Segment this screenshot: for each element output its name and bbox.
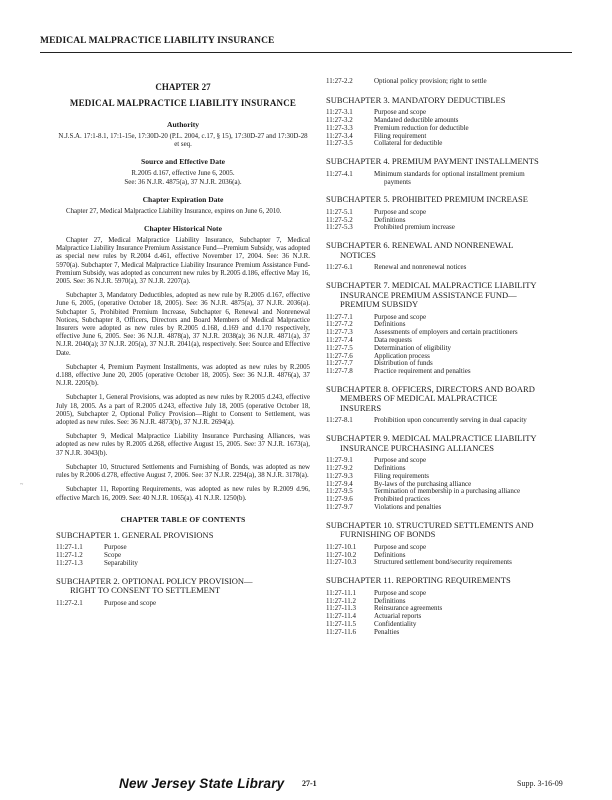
toc-entry	[326, 613, 578, 621]
toc-entry-title-line: Prohibited practices	[374, 495, 430, 504]
toc-entry	[56, 560, 310, 568]
toc-entry	[56, 600, 310, 608]
toc-entry-title-line: Termination of membership in a purchasing alliance	[374, 487, 521, 496]
toc-entry-title	[374, 504, 578, 512]
toc-entry-number: 11:27-5.2	[326, 215, 353, 224]
subchapter-heading	[326, 385, 578, 414]
toc-entry	[326, 345, 578, 353]
toc-entry	[326, 621, 578, 629]
toc-entry-title	[374, 224, 578, 232]
toc-entry-title-line: Prohibited premium increase	[374, 223, 455, 232]
toc-entry-number: 11:27-5.1	[326, 207, 353, 216]
toc-entry-number: 11:27-3.1	[326, 108, 353, 117]
toc-entry	[326, 544, 578, 552]
toc-entry-title-line: Purpose and scope	[104, 598, 157, 607]
toc-entry	[326, 264, 578, 272]
toc-entry-title-line: Mandated deductible amounts	[374, 116, 459, 125]
history-heading: Chapter Historical Note	[144, 224, 222, 234]
toc-entry-title-line: Definitions	[374, 320, 406, 329]
header-rule	[40, 52, 572, 53]
toc-entry-title	[104, 600, 310, 608]
toc-entry-title-line: Data requests	[374, 335, 412, 344]
toc-list	[326, 590, 578, 637]
toc-entry-title-line: By-laws of the purchasing alliance	[374, 479, 472, 488]
toc-entry-title-line: Filing requirements	[374, 471, 430, 480]
toc-entry-title-line: Violations and penalties	[374, 503, 442, 512]
left-column	[56, 76, 310, 616]
subchapter-heading	[326, 434, 578, 453]
toc-entry-number: 11:27-7.5	[326, 343, 353, 352]
toc-entry-number: 11:27-4.1	[326, 169, 353, 178]
toc-entry-title-line: Purpose and scope	[374, 312, 427, 321]
subchapter-heading-line: SUBCHAPTER 1. GENERAL PROVISIONS	[56, 529, 214, 540]
history-paragraph: Subchapter 3, Mandatory Deductibles, adopted as new rule by R.2005 d.167, effective June 6, 2005, (operative October 18, 2005). See: 36 N.J.R. 4875(a), 37 N.J.R. 2036(a). Subchapter 5, Prohibited Premium Increase, Subchapter 6, Renewal and Nonrenewal Notices, Subchapter 8, Officers, Directors and Board Members of Medical Malpractice Insurers were adopted as new rules by R.2005 d.168, d.169 and d.170 respectively, effective June 6, 2005. See: 36 N.J.R. 4878(a), 37 N.J.R. 2038(a); 36 N.J.R. 4871(a), 37 N.J.R. 2040(a); 37 N.J.R. 205(a), 37 N.J.R. 2041(a), respectively. See: Source and Effective Date.	[56, 292, 310, 357]
toc-entry-number: 11:27-11.6	[326, 627, 357, 636]
subchapter-heading	[326, 241, 578, 260]
toc-entry-title-line: Confidentiality	[374, 619, 417, 628]
toc-entry	[326, 488, 578, 496]
toc-entry-number: 11:27-7.6	[326, 351, 353, 360]
expiration-text: Chapter 27, Medical Malpractice Liability Insurance, expires on June 6, 2010.	[66, 207, 282, 215]
toc-entry-number: 11:27-1.1	[56, 543, 83, 552]
toc-entry-number: 11:27-2.2	[326, 77, 353, 85]
subchapter-heading-line: MEMBERS OF MEDICAL MALPRACTICE	[340, 393, 498, 404]
subchapter-heading-line: INSURANCE PURCHASING ALLIANCES	[340, 442, 494, 453]
toc-entry	[326, 368, 578, 376]
toc-entry-title-line: Penalties	[374, 627, 400, 636]
toc-entry-number: 11:27-3.3	[326, 123, 353, 132]
subchapter-heading	[326, 521, 578, 540]
toc-entry-title	[374, 621, 578, 629]
toc-entry-title-line: Purpose and scope	[374, 207, 427, 216]
toc-entry	[326, 590, 578, 598]
toc-entry-title	[374, 368, 578, 376]
expiration-heading: Chapter Expiration Date	[142, 194, 224, 204]
toc-title: CHAPTER TABLE OF CONTENTS	[120, 514, 246, 524]
toc-entry	[326, 353, 578, 361]
toc-entry	[326, 329, 578, 337]
toc-entry-title-line: Reinsurance agreements	[374, 604, 443, 613]
right-toc	[326, 96, 578, 637]
toc-entry-title-line: Actuarial reports	[374, 612, 422, 621]
toc-entry-title-line: Purpose and scope	[374, 542, 427, 551]
toc-entry-title-line: Scope	[104, 551, 122, 559]
margin-mark: ~	[20, 482, 24, 488]
toc-entry-number: 11:27-7.2	[326, 320, 353, 329]
subchapter-heading-line: NOTICES	[340, 249, 376, 260]
toc-entry-number: 11:27-3.5	[326, 139, 353, 148]
toc-entry-title	[374, 264, 578, 272]
toc-list	[326, 209, 578, 232]
toc-entry-title-line: Definitions	[374, 596, 406, 605]
toc-entry-number: 11:27-7.3	[326, 328, 353, 337]
subchapter-heading-line: SUBCHAPTER 10. STRUCTURED SETTLEMENTS AND	[326, 519, 534, 530]
subchapter-heading-line: FURNISHING OF BONDS	[340, 529, 436, 540]
toc-entry-number: 11:27-1.3	[56, 558, 83, 567]
toc-list	[56, 600, 310, 608]
toc-entry-title	[104, 544, 310, 552]
toc-entry	[326, 496, 578, 504]
toc-entry-title	[104, 560, 310, 568]
chapter-title: MEDICAL MALPRACTICE LIABILITY INSURANCE	[69, 98, 297, 108]
toc-entry-title-line: Collateral for deductible	[374, 139, 443, 148]
toc-entry-title-line: Definitions	[374, 550, 406, 559]
toc-entry	[326, 314, 578, 322]
toc-list	[326, 109, 578, 148]
toc-entry-title: Optional policy provision; right to settle	[374, 77, 487, 85]
toc-entry-title-line: payments	[384, 177, 411, 186]
authority-heading: Authority	[166, 120, 200, 129]
toc-entry-number: 11:27-7.4	[326, 335, 353, 344]
toc-entry-number: 11:27-11.1	[326, 588, 357, 597]
right-column	[326, 76, 578, 645]
subchapter-heading	[326, 281, 578, 310]
toc-entry	[326, 598, 578, 606]
history-paragraph: Subchapter 9, Medical Malpractice Liability Insurance Purchasing Alliances, was adopted as new rules by R.2005 d.268, effective August 15, 2005. See: 37 N.J.R. 1673(a), 37 N.J.R. 3043(b).	[56, 433, 310, 457]
history-paragraphs	[56, 237, 310, 503]
supplement-date: Supp. 3-16-09	[517, 779, 563, 788]
toc-list	[326, 264, 578, 272]
subchapter-heading	[326, 576, 578, 586]
toc-entry	[326, 78, 578, 86]
toc-entry-title-line: Renewal and nonrenewal notices	[374, 263, 467, 272]
toc-entry	[326, 504, 578, 512]
subchapter-heading-line: INSURANCE PREMIUM ASSISTANCE FUND—	[340, 289, 517, 300]
subchapter-heading-line: SUBCHAPTER 2. OPTIONAL POLICY PROVISION—	[56, 575, 253, 586]
toc-entry-number: 11:27-11.4	[326, 612, 357, 621]
toc-entry-title-line: Distribution of funds	[374, 359, 433, 368]
toc-entry	[326, 465, 578, 473]
toc-entry-number: 11:27-10.1	[326, 542, 357, 551]
toc-entry-title-line: Definitions	[374, 464, 406, 473]
subchapter-heading-line: PREMIUM SUBSIDY	[340, 299, 419, 310]
toc-list	[326, 544, 578, 567]
source-heading: Source and Effective Date	[140, 157, 225, 167]
subchapter-heading-line: SUBCHAPTER 5. PROHIBITED PREMIUM INCREASE	[326, 194, 528, 205]
toc-entry-title-line: Determination of eligibility	[374, 343, 451, 352]
toc-entry-title-line: Structured settlement bond/security requirements	[374, 558, 512, 567]
toc-entry-number: 11:27-9.7	[326, 503, 353, 512]
subchapter-heading-line: SUBCHAPTER 6. RENEWAL AND NONRENEWAL	[326, 240, 514, 251]
toc-entry-title-line: Practice requirement and penalties	[374, 367, 471, 376]
toc-entry-number: 11:27-10.2	[326, 550, 357, 559]
toc-entry-title-line: Purpose and scope	[374, 456, 427, 465]
toc-entry-number: 11:27-6.1	[326, 263, 353, 272]
toc-entry	[326, 133, 578, 141]
history-paragraph: Subchapter 11, Reporting Requirements, was adopted as new rules by R.2009 d.96, effective March 16, 2009. See: 40 N.J.R. 1065(a). 41 N.J.R. 1250(b).	[56, 486, 310, 502]
subchapter-heading-line: RIGHT TO CONSENT TO SETTLEMENT	[70, 585, 221, 596]
toc-entry-number: 11:27-11.2	[326, 596, 357, 605]
toc-entry-number: 11:27-11.3	[326, 604, 357, 613]
history-paragraph: Subchapter 10, Structured Settlements and Furnishing of Bonds, was adopted as new rules by R.2006 d.278, effective August 7, 2006. See: 37 N.J.R. 2294(a), 38 N.J.R. 3178(a).	[56, 463, 310, 480]
source-line-1: R.2005 d.167, effective June 6, 2005.	[131, 170, 235, 178]
toc-entry	[56, 544, 310, 552]
toc-entry-number: 11:27-8.1	[326, 416, 353, 425]
library-logo: New Jersey State Library	[119, 776, 285, 791]
authority-text: N.J.S.A. 17:1-8.1, 17:1-15e, 17:30D-20 (P.L. 2004, c.17, § 15), 17:30D-27 and 17:30D-28 et seq.	[58, 133, 308, 149]
toc-entry-title-line: Purpose and scope	[374, 588, 427, 597]
toc-entry-title	[374, 140, 578, 148]
toc-entry-title	[374, 559, 578, 567]
left-toc	[56, 531, 310, 608]
toc-entry	[56, 552, 310, 560]
toc-entry-title-line: Filing requirement	[374, 131, 427, 140]
toc-entry	[326, 125, 578, 133]
history-paragraph: Subchapter 1, General Provisions, was adopted as new rules by R.2005 d.243, effective July 18, 2005. As a part of R.2005 d.243, effective July 18, 2005 (operative October 18, 2005), Subchapter 2, Optional Policy Provision—Right to Consent to Settlement, was adopted as new rules. See: 36 N.J.R. 4873(b), 37 N.J.R. 2694(a).	[56, 394, 310, 427]
toc-entry-number: 11:27-7.7	[326, 359, 353, 368]
toc-entry	[326, 140, 578, 148]
toc-entry-number: 11:27-9.1	[326, 456, 353, 465]
subchapter-heading-line: INSURERS	[340, 402, 382, 413]
toc-entry-number: 11:27-10.3	[326, 558, 357, 567]
subchapter-heading-line: SUBCHAPTER 7. MEDICAL MALPRACTICE LIABILITY	[326, 280, 537, 291]
toc-entry-number: 11:27-9.2	[326, 464, 353, 473]
chapter-number: CHAPTER 27	[155, 82, 211, 92]
subchapter-heading	[326, 195, 578, 205]
toc-entry	[326, 337, 578, 345]
subchapter-heading	[326, 96, 578, 106]
toc-entry-title-line: Purpose and scope	[374, 108, 427, 117]
toc-list	[326, 171, 578, 187]
subchapter-heading	[326, 157, 578, 167]
toc-entry	[326, 629, 578, 637]
toc-list	[326, 417, 578, 425]
toc-entry-title-line: Definitions	[374, 215, 406, 224]
toc-entry-title	[374, 417, 578, 425]
toc-entry-number: 11:27-3.2	[326, 116, 353, 125]
subchapter-heading	[56, 577, 310, 596]
toc-entry-number: 11:27-3.4	[326, 131, 353, 140]
toc-entry-number: 11:27-9.3	[326, 471, 353, 480]
toc-entry	[326, 224, 578, 232]
toc-entry-title-line: Application process	[374, 351, 430, 360]
toc-entry	[326, 605, 578, 613]
toc-entry	[326, 457, 578, 465]
toc-entry-number: 11:27-7.8	[326, 367, 353, 376]
toc-entry-title-line: Purpose	[104, 543, 127, 552]
running-head: MEDICAL MALPRACTICE LIABILITY INSURANCE	[40, 36, 275, 46]
toc-entry	[326, 417, 578, 425]
toc-list	[326, 314, 578, 376]
subchapter-heading-line: SUBCHAPTER 4. PREMIUM PAYMENT INSTALLMENTS	[326, 156, 539, 167]
toc-entry-number: 11:27-2.1	[56, 598, 83, 607]
toc-entry-number: 11:27-9.4	[326, 479, 353, 488]
toc-list	[326, 457, 578, 512]
toc-entry-title-line: Prohibition upon concurrently serving in dual capacity	[374, 416, 527, 425]
toc-entry-number: 11:27-5.3	[326, 223, 353, 232]
subchapter-heading-line: SUBCHAPTER 8. OFFICERS, DIRECTORS AND BOARD	[326, 383, 535, 394]
toc-list	[56, 544, 310, 567]
toc-entry-number: 11:27-9.5	[326, 487, 353, 496]
history-paragraph: Subchapter 4, Premium Payment Installments, was adopted as new rules by R.2005 d.188, effective June 20, 2005 (operative October 18, 2005). See: 36 N.J.R. 4876(a), 37 N.J.R. 2205(b).	[56, 363, 310, 388]
toc-entry-number: 11:27-1.2	[56, 551, 83, 559]
subchapter-heading-line: SUBCHAPTER 11. REPORTING REQUIREMENTS	[326, 575, 511, 586]
toc-entry-title-line: Assessments of employers and certain practitioners	[374, 328, 518, 337]
toc-entry-title-line: Minimum standards for optional installment premium	[374, 169, 525, 178]
toc-entry-title-line: Separability	[104, 558, 138, 567]
subchapter-heading-line: SUBCHAPTER 3. MANDATORY DEDUCTIBLES	[326, 94, 506, 105]
history-paragraph: Chapter 27, Medical Malpractice Liability Insurance, Subchapter 7, Medical Malpractice Liability Insurance Premium Assistance Fund—Premium Subsidy, was adopted as special new rules by R.2004 d.461, effective November 17, 2004. See: 36 N.J.R. 5970(a). Subchapter 7, Medical Malpractice Liability Insurance Premium Assistance Fund-Premium Subsidy, was adopted as concurrent new rules by R.2005 d.186, effective May 16, 2005. See: 36 N.J.R. 5970(a), 37 N.J.R. 2207(a).	[56, 237, 310, 286]
toc-entry-title	[374, 629, 578, 637]
toc-entry-title	[374, 171, 578, 187]
toc-entry	[326, 559, 578, 567]
toc-entry-number: 11:27-9.6	[326, 495, 353, 504]
toc-entry-title-line: Premium reduction for deductible	[374, 123, 469, 132]
toc-entry-number: 11:27-11.5	[326, 619, 357, 628]
toc-entry-number: 11:27-7.1	[326, 312, 353, 321]
toc-entry	[326, 171, 578, 187]
subchapter-heading-line: SUBCHAPTER 9. MEDICAL MALPRACTICE LIABILITY	[326, 433, 537, 444]
page-number: 27-1	[302, 779, 317, 788]
toc-entry	[326, 209, 578, 217]
source-line-2: See: 36 N.J.R. 4875(a), 37 N.J.R. 2036(a).	[124, 178, 242, 186]
subchapter-heading	[56, 531, 310, 541]
